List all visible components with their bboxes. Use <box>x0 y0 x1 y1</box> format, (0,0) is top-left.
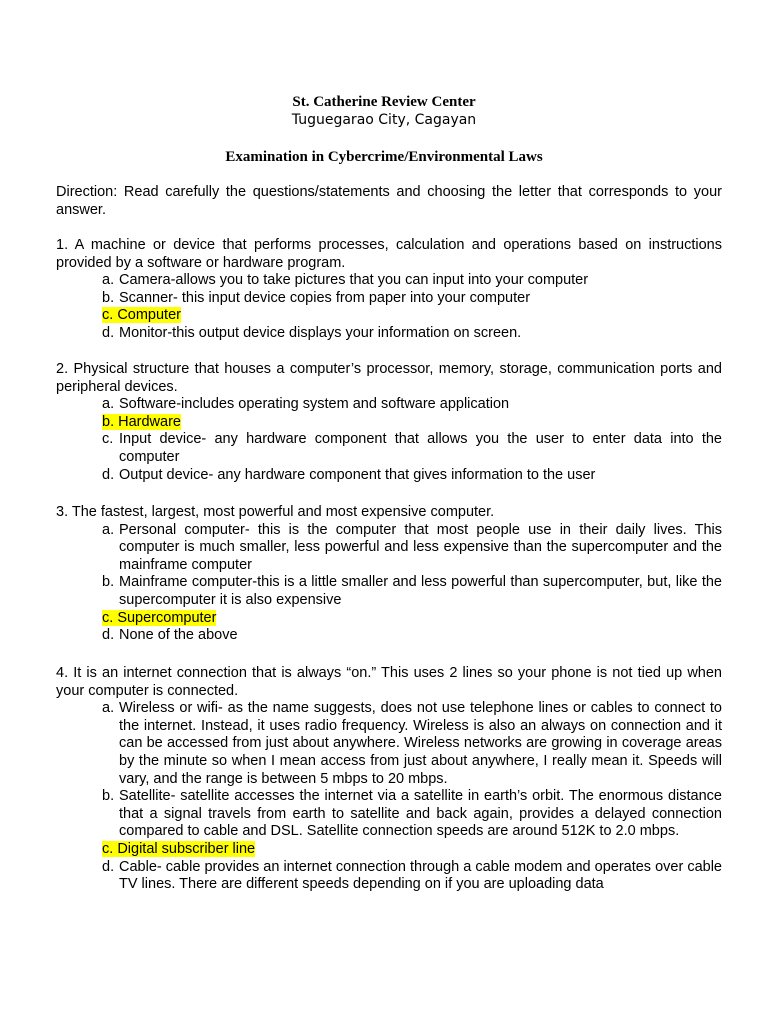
question-4 <box>56 665 722 894</box>
option-d <box>102 627 722 645</box>
option-text: Input device- any hardware component that allows you the user to enter data into the computer <box>119 431 722 465</box>
highlighted-answer <box>102 414 181 430</box>
option-letter: d. <box>102 858 115 875</box>
option-text: Scanner- this input device copies from paper into your computer <box>119 289 531 306</box>
option-letter: c. <box>102 609 114 626</box>
question-1 <box>56 237 722 343</box>
option-letter: a. <box>102 700 115 717</box>
option-text: None of the above <box>119 627 238 644</box>
option-a <box>102 700 722 788</box>
option-text: Output device- any hardware component that gives information to the user <box>119 466 596 483</box>
option-text: Wireless or wifi- as the name suggests, does not use telephone lines or cables to connect to the internet. Instead, it uses radio frequency. Wireless is also an always on connection and it can be accessed from just about anywhere. Wireless networks are growing in coverage areas by the minute so when I mean access from just about anywhere, I really mean it. Speeds will vary, and the range is between 5 mbps to 20 mbps. <box>119 700 722 787</box>
option-c-answer <box>102 841 722 859</box>
exam-title: Examination in Cybercrime/Environmental Laws <box>225 149 543 165</box>
option-text: Satellite- satellite accesses the internet via a satellite in earth’s orbit. The enormous distance that a signal travels from earth to satellite and back again, provides a delayed connection compared to cable and DSL. Satellite connection speeds are around 512K to 2.0 mbps. <box>119 788 722 840</box>
option-b <box>102 290 722 308</box>
question-stem: 2. Physical structure that houses a computer’s processor, memory, storage, communication ports and peripheral devices. <box>56 361 722 395</box>
org-city: Tuguegarao City, Cagayan <box>291 112 477 128</box>
highlighted-answer <box>102 307 181 323</box>
option-letter: d. <box>102 324 115 341</box>
option-letter: a. <box>102 272 115 289</box>
option-text: Hardware <box>118 413 181 430</box>
option-letter: c. <box>102 840 114 857</box>
option-b-answer <box>102 414 722 432</box>
highlighted-answer <box>102 841 255 857</box>
option-c <box>102 431 722 466</box>
option-text: Personal computer- this is the computer that most people use in their daily lives. This computer is much smaller, less powerful and less expensive than the supercomputer and the mainframe computer <box>119 521 722 573</box>
option-text: Supercomputer <box>117 609 217 626</box>
option-letter: b. <box>102 289 115 306</box>
option-c-answer <box>102 610 722 628</box>
option-letter: c. <box>102 431 114 448</box>
option-b <box>102 574 722 609</box>
option-a <box>102 522 722 575</box>
option-a <box>102 272 722 290</box>
question-3 <box>56 504 722 645</box>
direction-text: Direction: Read carefully the questions/statements and choosing the letter that corresponds to your answer. <box>56 184 722 218</box>
option-letter: a. <box>102 396 115 413</box>
option-text: Computer <box>117 307 181 324</box>
highlighted-answer <box>102 610 216 626</box>
option-text: Monitor-this output device displays your information on screen. <box>119 324 522 341</box>
option-letter: d. <box>102 627 115 644</box>
option-d <box>102 467 722 485</box>
option-letter: b. <box>102 413 115 430</box>
question-stem: 1. A machine or device that performs processes, calculation and operations based on instructions provided by a software or hardware program. <box>56 237 722 271</box>
option-text: Cable- cable provides an internet connection through a cable modem and operates over cable TV lines. There are different speeds depending on if you are uploading data <box>119 858 722 893</box>
option-letter: a. <box>102 521 115 538</box>
option-letter: b. <box>102 574 115 591</box>
question-2 <box>56 361 722 484</box>
org-name: St. Catherine Review Center <box>292 94 476 110</box>
option-letter: d. <box>102 466 115 483</box>
option-text: Digital subscriber line <box>117 840 256 857</box>
option-text: Mainframe computer-this is a little smaller and less powerful than supercomputer, but, like the supercomputer it is also expensive <box>119 574 722 608</box>
question-stem: 4. It is an internet connection that is always “on.” This uses 2 lines so your phone is not tied up when your computer is connected. <box>56 665 722 699</box>
option-c-answer <box>102 307 722 325</box>
option-b <box>102 788 722 841</box>
question-stem: 3. The fastest, largest, most powerful and most expensive computer. <box>56 504 495 520</box>
option-text: Camera-allows you to take pictures that you can input into your computer <box>119 272 589 289</box>
option-letter: b. <box>102 788 115 805</box>
option-d <box>102 859 722 894</box>
option-letter: c. <box>102 307 114 324</box>
option-a <box>102 396 722 414</box>
option-text: Software-includes operating system and software application <box>119 396 510 413</box>
option-d <box>102 325 722 343</box>
